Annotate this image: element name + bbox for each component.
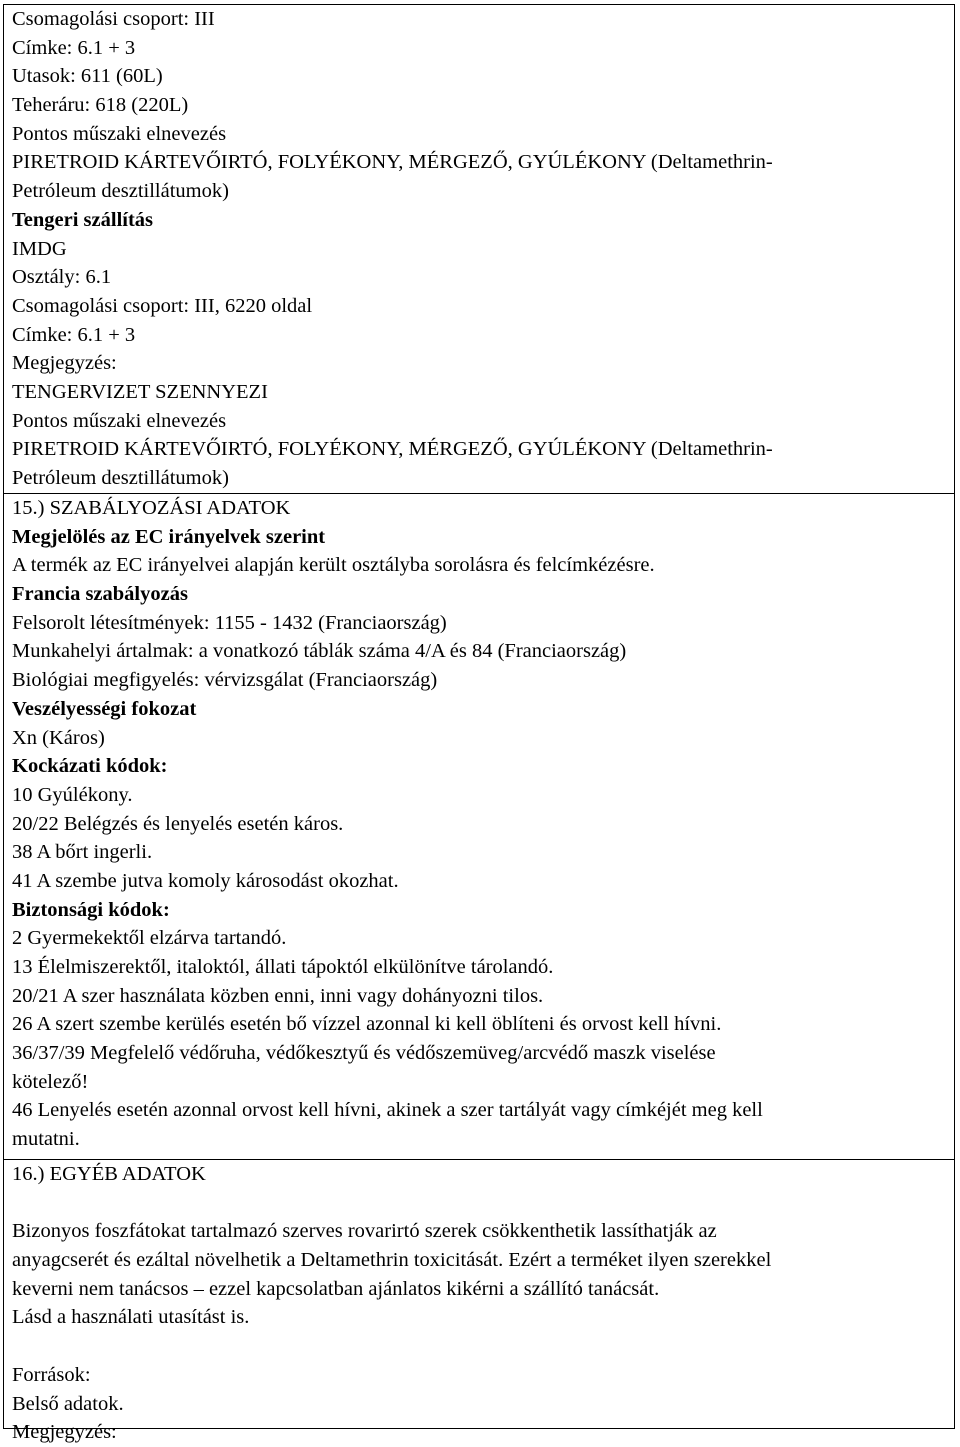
text-line: Xn (Káros) <box>12 726 105 749</box>
paragraph-line: anyagcserét és ezáltal növelhetik a Deltamethrin toxicitását. Ezért a terméket ilyen szerekkel <box>12 1249 772 1272</box>
text-line: Biológiai megfigyelés: vérvizsgálat (Franciaország) <box>12 669 438 692</box>
text-line: A termék az EC irányelvei alapján került osztályba sorolásra és felcímkézésre. <box>12 554 655 577</box>
text-line: Csomagolási csoport: III <box>12 8 215 30</box>
paragraph-line: Bizonyos foszfátokat tartalmazó szerves rovarirtó szerek csökkenthetik lassíthatják az <box>12 1220 717 1243</box>
text-line: 20/22 Belégzés és lenyelés esetén káros. <box>12 812 344 835</box>
text-line: PIRETROID KÁRTEVŐIRTÓ, FOLYÉKONY, MÉRGEZŐ, GYÚLÉKONY (Deltamethrin- <box>12 438 773 461</box>
subheading: Kockázati kódok: <box>12 755 168 778</box>
text-line: 26 A szert szembe kerülés esetén bő vízzel azonnal ki kell öblíteni és orvost kell hívni. <box>12 1013 722 1036</box>
text-line: Utasok: 611 (60L) <box>12 65 163 88</box>
text-line: 20/21 A szer használata közben enni, inni vagy dohányozni tilos. <box>12 984 544 1007</box>
text-line: Címke: 6.1 + 3 <box>12 323 136 346</box>
spacer <box>12 1189 954 1218</box>
text-line: Teheráru: 618 (220L) <box>12 94 189 117</box>
subheading: Francia szabályozás <box>12 583 188 606</box>
text-line: Petróleum desztillátumok) <box>12 467 229 489</box>
other-info-section <box>4 1159 954 1444</box>
text-line: mutatni. <box>12 1128 80 1151</box>
text-line: Pontos műszaki elnevezés <box>12 122 227 145</box>
text-line: Munkahelyi ártalmak: a vonatkozó táblák száma 4/A és 84 (Franciaország) <box>12 640 627 663</box>
subheading: Veszélyességi fokozat <box>12 697 197 720</box>
transport-section <box>4 5 954 493</box>
text-line: TENGERVIZET SZENNYEZI <box>12 380 268 403</box>
text-line: 36/37/39 Megfelelő védőruha, védőkesztyű és védőszemüveg/arcvédő maszk viselése <box>12 1042 716 1065</box>
paragraph-line: keverni nem tanácsos – ezzel kapcsolatban ajánlatos kikérni a szállító tanácsát. <box>12 1277 660 1300</box>
text-line: Pontos műszaki elnevezés <box>12 409 227 432</box>
sea-transport-heading: Tengeri szállítás <box>12 208 154 231</box>
spacer <box>12 1332 954 1361</box>
text-line: 2 Gyermekektől elzárva tartandó. <box>12 927 287 950</box>
paragraph-line: Lásd a használati utasítást is. <box>12 1306 250 1329</box>
sources-label: Források: <box>12 1363 91 1386</box>
text-line: 46 Lenyelés esetén azonnal orvost kell hívni, akinek a szer tartályát vagy címkéjét meg kell <box>12 1099 763 1122</box>
document-page <box>3 4 955 1444</box>
subheading: Biztonsági kódok: <box>12 898 170 921</box>
text-line: Felsorolt létesítmények: 1155 - 1432 (Franciaország) <box>12 611 447 634</box>
text-line: IMDG <box>12 237 67 260</box>
text-line: Petróleum desztillátumok) <box>12 180 229 203</box>
subheading: Megjelölés az EC irányelvek szerint <box>12 525 326 548</box>
text-line: Csomagolási csoport: III, 6220 oldal <box>12 294 313 317</box>
regulatory-section <box>4 493 954 1159</box>
text-line: 38 A bőrt ingerli. <box>12 841 153 864</box>
text-line: kötelező! <box>12 1070 89 1093</box>
text-line: 10 Gyúlékony. <box>12 783 133 806</box>
text-line: 13 Élelmiszerektől, italoktól, állati tápoktól elkülönítve tárolandó. <box>12 956 554 978</box>
note-label: Megjegyzés: <box>12 1421 117 1444</box>
text-line: Osztály: 6.1 <box>12 266 112 289</box>
section-heading: 15.) SZABÁLYOZÁSI ADATOK <box>12 497 291 519</box>
text-line: PIRETROID KÁRTEVŐIRTÓ, FOLYÉKONY, MÉRGEZŐ, GYÚLÉKONY (Deltamethrin- <box>12 151 773 174</box>
text-line: Megjegyzés: <box>12 352 117 375</box>
text-line: 41 A szembe jutva komoly károsodást okozhat. <box>12 869 399 892</box>
sources-value: Belső adatok. <box>12 1392 124 1415</box>
section-heading: 16.) EGYÉB ADATOK <box>12 1163 206 1185</box>
text-line: Címke: 6.1 + 3 <box>12 36 136 59</box>
